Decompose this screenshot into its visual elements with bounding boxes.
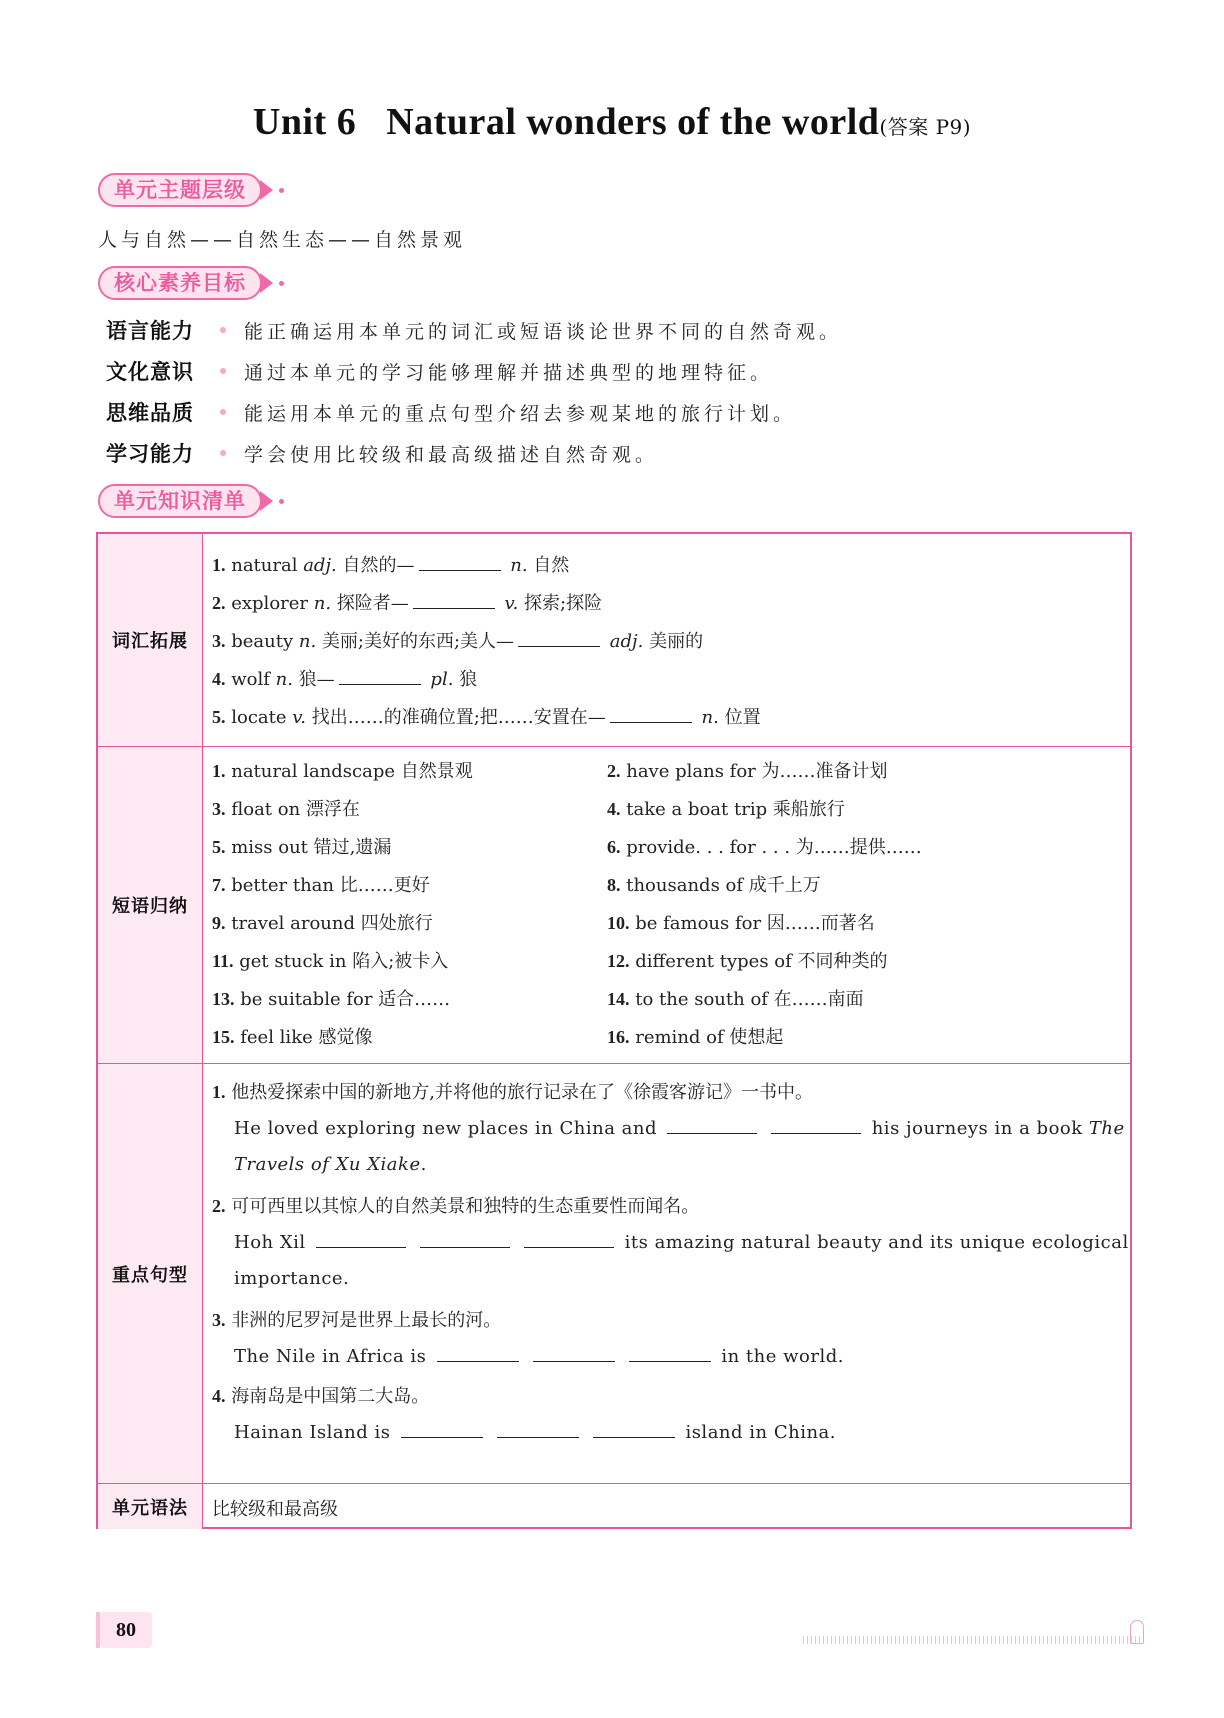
phrase-item: 2. have plans for 为……准备计划	[607, 761, 888, 782]
bullet-icon	[220, 368, 226, 374]
page-number: 80	[100, 1612, 152, 1648]
vocab-row	[98, 534, 1130, 746]
phrase-item: 1. natural landscape 自然景观	[212, 761, 473, 782]
badge-dot-icon	[279, 499, 284, 504]
answer-blank[interactable]	[593, 1420, 675, 1438]
bullet-icon	[220, 409, 226, 415]
answer-blank[interactable]	[413, 591, 495, 609]
answer-blank[interactable]	[771, 1116, 861, 1134]
bullet-icon	[220, 327, 226, 333]
badge-arrow-icon	[260, 491, 273, 511]
phrases-cell	[203, 747, 1130, 1063]
unit-name: Natural wonders of the world	[386, 101, 880, 143]
vocab-item: 3. beauty n. 美丽;美好的东西;美人— adj. 美丽的	[212, 631, 704, 652]
sentences-row	[98, 1063, 1130, 1483]
phrase-item: 9. travel around 四处旅行	[212, 913, 433, 934]
footer-decoration	[803, 1636, 1143, 1644]
row-label: 重点句型	[98, 1064, 203, 1483]
grammar-cell	[203, 1484, 1130, 1529]
answer-blank[interactable]	[533, 1344, 615, 1362]
goal-item	[106, 355, 773, 387]
badge-dot-icon	[279, 281, 284, 286]
sentence-en-cont: importance.	[234, 1268, 350, 1289]
phrases-row	[98, 746, 1130, 1063]
vocab-item: 1. natural adj. 自然的— n. 自然	[212, 555, 570, 576]
badge-label: 单元知识清单	[98, 484, 262, 518]
badge-arrow-icon	[260, 273, 273, 293]
vocab-item: 4. wolf n. 狼— pl. 狼	[212, 669, 478, 690]
answer-blank[interactable]	[437, 1344, 519, 1362]
knowledge-list-badge	[98, 484, 284, 518]
page-title	[0, 100, 1224, 144]
phrase-item: 10. be famous for 因……而著名	[607, 913, 875, 934]
answer-blank[interactable]	[401, 1420, 483, 1438]
phrase-item: 11. get stuck in 陷入;被卡入	[212, 951, 449, 972]
badge-label: 核心素养目标	[98, 266, 262, 300]
sentences-cell	[203, 1064, 1130, 1483]
answer-blank[interactable]	[610, 705, 692, 723]
goal-item	[106, 437, 658, 469]
sentence-cn: 1. 他热爱探索中国的新地方,并将他的旅行记录在了《徐霞客游记》一书中。	[212, 1082, 813, 1103]
vocab-cell	[203, 534, 1130, 746]
phrase-item: 6. provide. . . for . . . 为……提供……	[607, 837, 922, 858]
answer-blank[interactable]	[419, 553, 501, 571]
row-label: 词汇拓展	[98, 534, 203, 746]
goal-key: 思维品质	[106, 401, 194, 425]
phrase-item: 7. better than 比……更好	[212, 875, 430, 896]
goal-key: 语言能力	[106, 319, 194, 343]
grammar-row	[98, 1483, 1130, 1529]
knowledge-table	[96, 532, 1132, 1529]
goal-text: 学会使用比较级和最高级描述自然奇观。	[244, 443, 659, 466]
sentence-cn: 4. 海南岛是中国第二大岛。	[212, 1386, 430, 1407]
goal-key: 文化意识	[106, 360, 194, 384]
goal-text: 能运用本单元的重点句型介绍去参观某地的旅行计划。	[244, 402, 797, 425]
sentence-cn: 3. 非洲的尼罗河是世界上最长的河。	[212, 1310, 502, 1331]
answer-blank[interactable]	[420, 1230, 510, 1248]
phrase-item: 13. be suitable for 适合……	[212, 989, 451, 1010]
sentence-en: The Nile in Africa is in the world.	[234, 1346, 844, 1367]
goal-item	[106, 396, 796, 428]
vocab-item: 5. locate v. 找出……的准确位置;把……安置在— n. 位置	[212, 707, 761, 728]
badge-arrow-icon	[260, 180, 273, 200]
badge-label: 单元主题层级	[98, 173, 262, 207]
answer-blank[interactable]	[524, 1230, 614, 1248]
sentence-en: He loved exploring new places in China and his journeys in a book The	[234, 1118, 1125, 1139]
answer-reference: (答案 P9)	[879, 115, 972, 139]
answer-blank[interactable]	[316, 1230, 406, 1248]
answer-blank[interactable]	[339, 667, 421, 685]
vocab-item: 2. explorer n. 探险者— v. 探索;探险	[212, 593, 603, 614]
core-goals-badge	[98, 266, 284, 300]
answer-blank[interactable]	[497, 1420, 579, 1438]
phrase-item: 4. take a boat trip 乘船旅行	[607, 799, 845, 820]
bullet-icon	[220, 450, 226, 456]
sentence-cn: 2. 可可西里以其惊人的自然美景和独特的生态重要性而闻名。	[212, 1196, 700, 1217]
goal-text: 能正确运用本单元的词汇或短语谈论世界不同的自然奇观。	[244, 320, 843, 343]
answer-blank[interactable]	[518, 629, 600, 647]
goal-key: 学习能力	[106, 442, 194, 466]
sentence-en: Hoh Xil its amazing natural beauty and its unique ecological	[234, 1232, 1129, 1253]
answer-blank[interactable]	[629, 1344, 711, 1362]
phrase-item: 16. remind of 使想起	[607, 1027, 784, 1048]
phrase-item: 3. float on 漂浮在	[212, 799, 360, 820]
phrase-item: 14. to the south of 在……南面	[607, 989, 864, 1010]
phrase-item: 5. miss out 错过,遗漏	[212, 837, 392, 858]
phrase-item: 12. different types of 不同种类的	[607, 951, 888, 972]
answer-blank[interactable]	[667, 1116, 757, 1134]
row-label: 单元语法	[98, 1484, 203, 1529]
unit-number: Unit 6	[252, 101, 357, 143]
theme-level-text: 人与自然——自然生态——自然景观	[98, 229, 467, 251]
row-label: 短语归纳	[98, 747, 203, 1063]
sentence-en-cont: Travels of Xu Xiake.	[234, 1154, 427, 1175]
sentence-en: Hainan Island is island in China.	[234, 1422, 836, 1443]
grammar-text: 比较级和最高级	[212, 1499, 338, 1520]
phrase-item: 15. feel like 感觉像	[212, 1027, 373, 1048]
pencil-icon	[1130, 1620, 1144, 1644]
phrase-item: 8. thousands of 成千上万	[607, 875, 821, 896]
goal-item	[106, 314, 842, 346]
theme-level-badge	[98, 173, 284, 207]
badge-dot-icon	[279, 188, 284, 193]
goal-text: 通过本单元的学习能够理解并描述典型的地理特征。	[244, 361, 774, 384]
